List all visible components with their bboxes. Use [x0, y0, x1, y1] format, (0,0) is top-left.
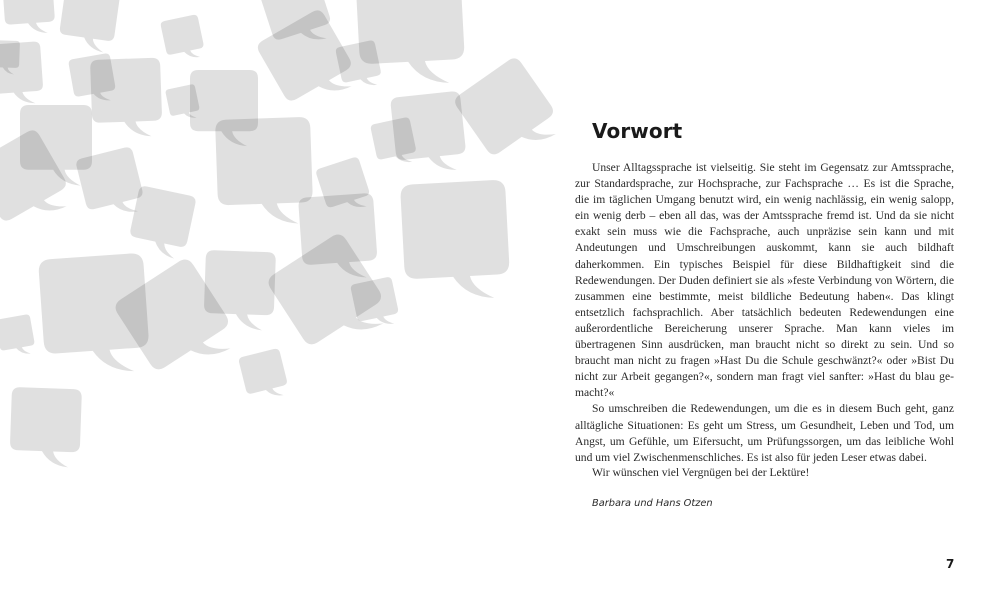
paragraph: So umschreiben die Redewendungen, um die es in diesem Buch geht, ganz alltägliche Situationen: Es geht um Stress, um Gesundheit, Leben und Tod, um Angst, um Gefühle, um Eifersucht, um Prüfungssorgen, um das leibliche Wohl und um viel Zwischenmenschliches. Es ist also für jeden Leser etwas dabei.: [575, 402, 954, 464]
signature: Barbara und Hans Otzen: [592, 498, 713, 509]
foreword-body: [575, 160, 954, 466]
page-title: Vorwort: [592, 119, 683, 143]
page-number: 7: [946, 557, 955, 571]
paragraph: Unser Alltagssprache ist vielseitig. Sie steht im Gegensatz zur Amtssprache, zur Standardsprache, zur Hochsprache, zur Fachsprache … Es ist die Sprache, die im täglichen Umgang benutzt wird, ein wenig nachlässig, ein wenig salopp, ein wenig derb – eben all das, was der Amtssprache fremd ist. Und da sie nicht exakt sein muss wie die Fachsprache, auch unpräzise sein kann und mit Andeutungen und Umschreibungen auskommt, kann sie auch bildhaft daherkommen. Ein typisches Beispiel für diese Bildhaftigkeit sind die Redewendungen. Der Duden definiert sie als »feste Verbindung von Wörtern, die zusammen eine bestimmte, meist bildliche Bedeutung haben«. Das klingt entsetzlich fachsprachlich. Aber tatsächlich bedeuten Redewendungen eine außerordentliche Bereicherung unserer Sprache. Man kann vieles im übertragenen Sinn ausdrücken, man braucht nicht so direkt zu sein. Und so braucht man nicht zu fragen »Hast Du die Schule geschwänzt?« oder »Bist Du nicht zur Arbeit gegangen?«, sondern man fragt viel sanfter: »Hast du blau gemacht?«: [575, 161, 954, 400]
speech-bubble-icon: [0, 0, 566, 468]
closing-line: Wir wünschen viel Vergnügen bei der Lektüre!: [592, 466, 810, 479]
